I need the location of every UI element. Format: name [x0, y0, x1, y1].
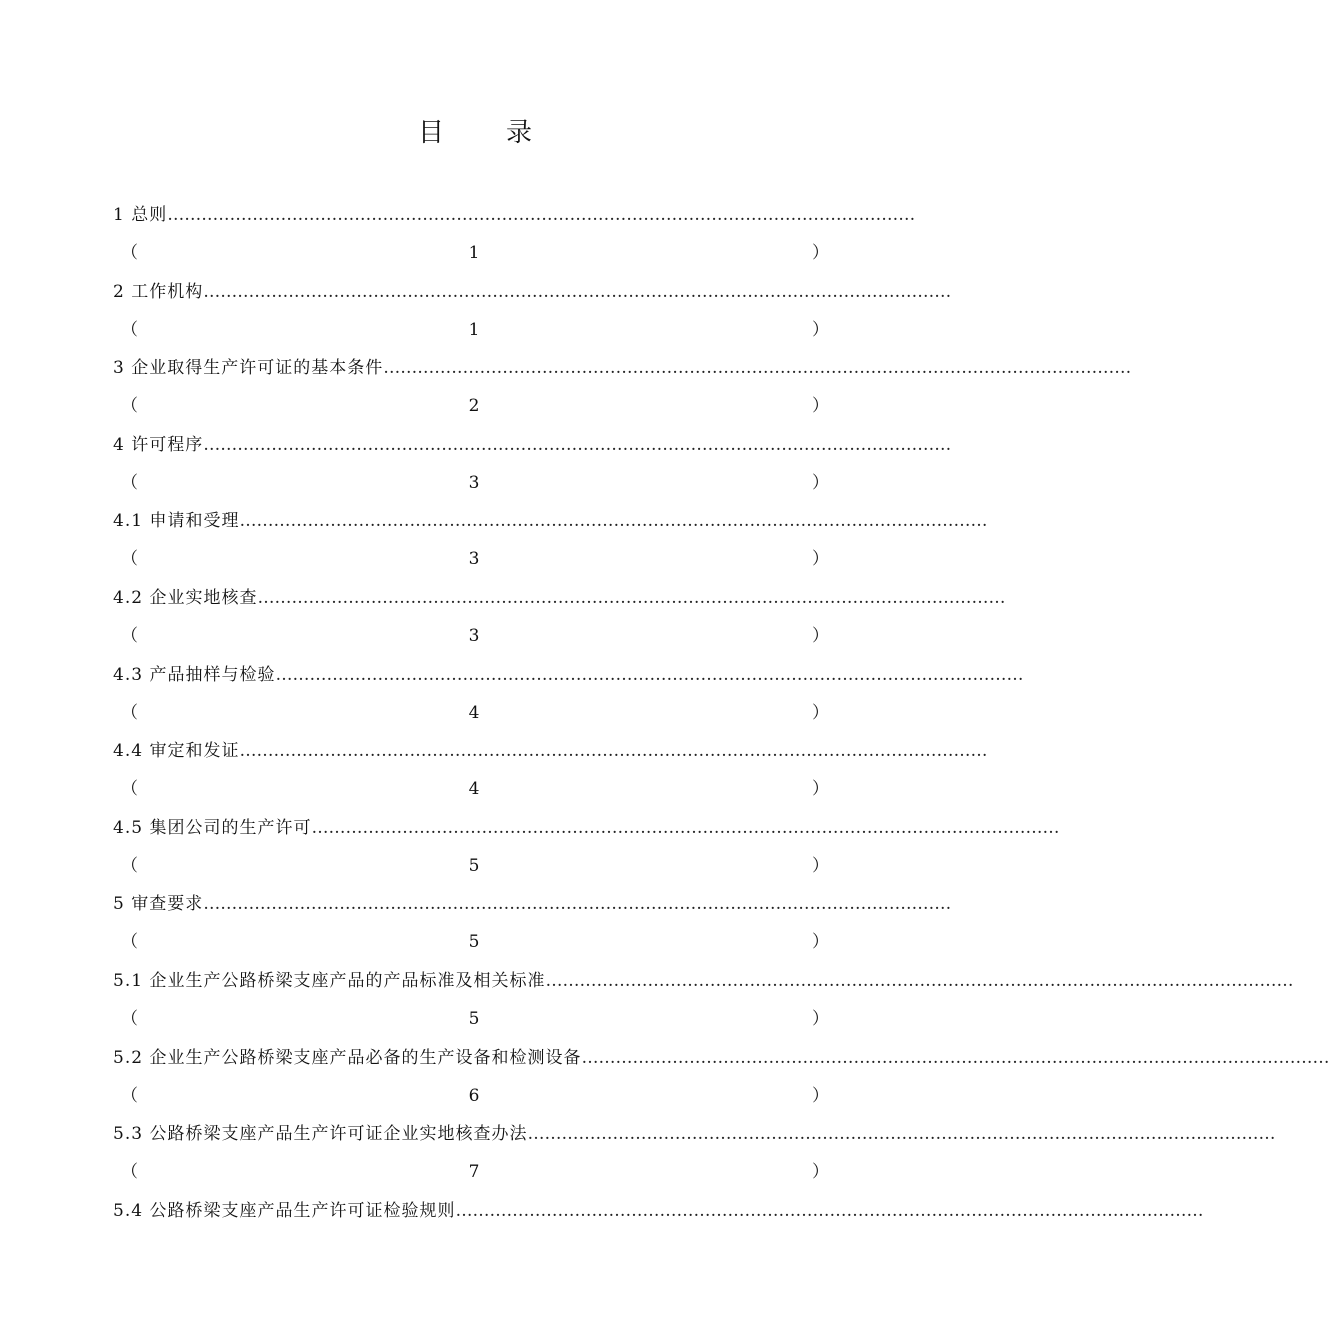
- toc-entry-label: 5.3 公路桥梁支座产品生产许可证企业实地核查办法: [113, 1124, 528, 1145]
- toc-entry[interactable]: [113, 885, 952, 962]
- toc-title-char-2: 录: [506, 118, 533, 148]
- toc-leader-dots: ……………………………………………………………………………………………………………………: [311, 817, 1060, 838]
- toc-entry-label: 4.4 审定和发证: [113, 741, 240, 762]
- toc-open-paren: （: [121, 779, 138, 800]
- toc-entry[interactable]: [113, 656, 1024, 733]
- toc-close-paren: ）: [812, 1008, 829, 1029]
- toc-leader-dots: ……………………………………………………………………………………………………………………: [239, 741, 988, 762]
- toc-entry[interactable]: [113, 1115, 1276, 1192]
- toc-leader-dots: ……………………………………………………………………………………………………………………: [203, 434, 952, 455]
- toc-page-number: 4: [468, 779, 480, 800]
- toc-leader-dots: ……………………………………………………………………………………………………………………: [167, 205, 916, 225]
- toc-entry-label: 5.1 企业生产公路桥梁支座产品的产品标准及相关标准: [113, 970, 546, 991]
- toc-open-paren: （: [121, 472, 138, 493]
- toc-open-paren: （: [121, 855, 138, 876]
- toc-entry-label: 1 总则: [113, 205, 168, 225]
- toc-close-paren: ）: [812, 702, 829, 723]
- toc-page-number: 5: [468, 932, 480, 953]
- toc-open-paren: （: [121, 396, 138, 417]
- toc-open-paren: （: [121, 243, 138, 263]
- toc-open-paren: （: [121, 1085, 138, 1106]
- toc-close-paren: ）: [812, 549, 829, 570]
- toc-page-number: 3: [468, 549, 480, 570]
- toc-close-paren: ）: [812, 243, 829, 263]
- toc-page-number: 5: [468, 1008, 480, 1029]
- toc-entry[interactable]: [113, 273, 952, 350]
- toc-page-number: 6: [468, 1085, 480, 1106]
- toc-entry[interactable]: [113, 732, 988, 809]
- toc-open-paren: （: [121, 1162, 138, 1183]
- toc-entry[interactable]: [113, 196, 916, 273]
- toc-close-paren: ）: [812, 396, 829, 417]
- toc-entry[interactable]: [113, 426, 952, 503]
- toc-entry-label: 3 企业取得生产许可证的基本条件: [113, 358, 384, 379]
- toc-close-paren: ）: [812, 855, 829, 876]
- toc-page-number: 2: [468, 396, 480, 417]
- toc-leader-dots: ……………………………………………………………………………………………………………………: [545, 970, 1294, 991]
- toc-leader-dots: ……………………………………………………………………………………………………………………: [383, 358, 1132, 379]
- table-of-contents: [113, 196, 1329, 1268]
- toc-open-paren: （: [121, 932, 138, 953]
- toc-entry[interactable]: [113, 962, 1294, 1039]
- toc-entry-label: 5 审查要求: [113, 894, 204, 915]
- toc-entry-label: 4.2 企业实地核查: [113, 587, 258, 608]
- toc-page-number: 5: [468, 855, 480, 876]
- toc-entry-label: 5.4 公路桥梁支座产品生产许可证检验规则: [113, 1200, 456, 1221]
- toc-entry-label: 4 许可程序: [113, 434, 204, 455]
- toc-open-paren: （: [121, 549, 138, 570]
- toc-open-paren: （: [121, 702, 138, 723]
- toc-entry-label: 4.3 产品抽样与检验: [113, 664, 276, 685]
- toc-open-paren: （: [121, 625, 138, 646]
- toc-entry-label: 4.1 申请和受理: [113, 511, 240, 532]
- toc-page-number: 1: [468, 243, 480, 263]
- toc-entry[interactable]: [113, 579, 1006, 656]
- toc-close-paren: ）: [812, 319, 829, 340]
- toc-open-paren: （: [121, 319, 138, 340]
- toc-page-number: 4: [468, 702, 480, 723]
- toc-entry-label: 4.5 集团公司的生产许可: [113, 817, 312, 838]
- toc-page-number: 3: [468, 472, 480, 493]
- toc-open-paren: （: [121, 1008, 138, 1029]
- toc-title: [0, 112, 950, 149]
- toc-entry[interactable]: [113, 1039, 1329, 1116]
- toc-entry[interactable]: [113, 809, 1060, 886]
- toc-close-paren: ）: [812, 779, 829, 800]
- toc-leader-dots: ……………………………………………………………………………………………………………………: [455, 1200, 1204, 1221]
- toc-leader-dots: ……………………………………………………………………………………………………………………: [581, 1047, 1329, 1068]
- toc-entry[interactable]: [113, 1192, 1204, 1269]
- toc-close-paren: ）: [812, 1162, 829, 1183]
- toc-leader-dots: ……………………………………………………………………………………………………………………: [203, 894, 952, 915]
- toc-leader-dots: ……………………………………………………………………………………………………………………: [527, 1124, 1276, 1145]
- toc-close-paren: ）: [812, 472, 829, 493]
- toc-leader-dots: ……………………………………………………………………………………………………………………: [257, 587, 1006, 608]
- toc-title-char-1: 目: [417, 118, 444, 148]
- toc-close-paren: ）: [812, 1085, 829, 1106]
- toc-entry[interactable]: [113, 502, 988, 579]
- toc-page-number: 1: [468, 319, 480, 340]
- toc-entry[interactable]: [113, 349, 1132, 426]
- toc-leader-dots: ……………………………………………………………………………………………………………………: [203, 281, 952, 302]
- toc-close-paren: ）: [812, 932, 829, 953]
- toc-page-number: 3: [468, 625, 480, 646]
- toc-leader-dots: ……………………………………………………………………………………………………………………: [239, 511, 988, 532]
- toc-entry-label: 5.2 企业生产公路桥梁支座产品必备的生产设备和检测设备: [113, 1047, 582, 1068]
- toc-page-number: 7: [468, 1162, 480, 1183]
- toc-entry-label: 2 工作机构: [113, 281, 204, 302]
- toc-leader-dots: ……………………………………………………………………………………………………………………: [275, 664, 1024, 685]
- toc-close-paren: ）: [812, 625, 829, 646]
